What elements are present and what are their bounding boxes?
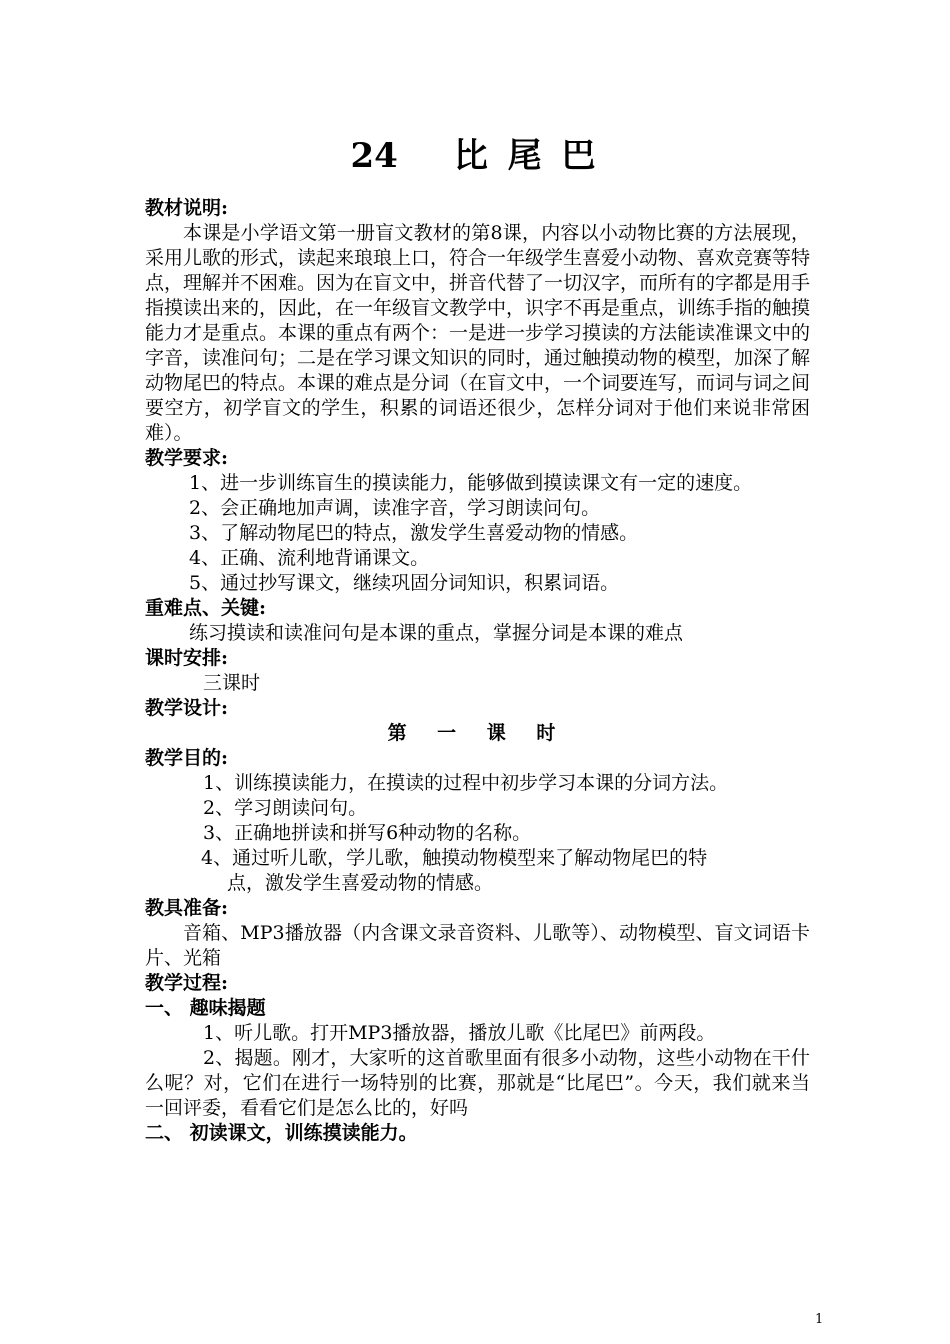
goal-item-continued: 点，激发学生喜爱动物的情感。 — [227, 872, 494, 894]
page-number: 1 — [815, 1312, 824, 1327]
step-one-item: 2、揭题。刚才，大家听的这首歌里面有很多小动物，这些小动物在干什么呢？对，它们在进行一场特别的比赛，那就是“比尾巴”。今天，我们就来当一回评委，看看它们是怎么比的，好吗 — [145, 1047, 810, 1119]
step-one-item: 1、听儿歌。打开MP3播放器，播放儿歌《比尾巴》前两段。 — [203, 1022, 716, 1044]
requirement-item: 2、会正确地加声调，读准字音，学习朗读问句。 — [189, 497, 601, 519]
goals-heading: 教学目的: — [145, 747, 229, 769]
tools-heading: 教具准备: — [145, 897, 229, 919]
schedule-text: 三课时 — [203, 672, 261, 694]
material-paragraph: 本课是小学语文第一册盲文教材的第8课，内容以小动物比赛的方法展现，采用儿歌的形式，读起来琅琅上口，符合一年级学生喜爱小动物、喜欢竞赛等特点，理解并不困难。因为在盲文中，拼音代替了一切汉字，而所有的字都是用手指摸读出来的，因此，在一年级盲文教学中，识字不再是重点，训练手指的触摸能力才是重点。本课的重点有两个：一是进一步学习摸读的方法能读准课文中的字音，读准问句；二是在学习课文知识的同时，通过触摸动物的模型，加深了解动物尾巴的特点。本课的难点是分词（在盲文中，一个词要连写，而词与词之间要空方，初学盲文的学生，积累的词语还很少，怎样分词对于他们来说非常困难）。 — [145, 222, 811, 444]
schedule-heading: 课时安排: — [145, 647, 229, 669]
goal-item: 3、正确地拼读和拼写6种动物的名称。 — [203, 822, 532, 844]
tools-text: 音箱、MP3播放器（内含课文录音资料、儿歌等）、动物模型、盲文词语卡片、光箱 — [145, 922, 810, 969]
goal-item: 4、通过听儿歌，学儿歌，触摸动物模型来了解动物尾巴的特 — [201, 847, 708, 869]
lesson-title-text: 比 尾 巴 — [453, 136, 600, 176]
material-heading: 教材说明: — [145, 197, 229, 219]
requirement-item: 4、正确、流利地背诵课文。 — [189, 547, 430, 569]
page-title — [0, 128, 950, 177]
design-heading: 教学设计: — [145, 697, 229, 719]
requirement-item: 5、通过抄写课文，继续巩固分词知识，积累词语。 — [189, 572, 620, 594]
key-points-heading: 重难点、关键: — [145, 597, 267, 619]
requirement-item: 1、进一步训练盲生的摸读能力，能够做到摸读课文有一定的速度。 — [189, 472, 753, 494]
step-two-heading: 二、 初读课文，训练摸读能力。 — [145, 1122, 418, 1144]
goal-item: 2、学习朗读问句。 — [203, 797, 368, 819]
requirement-item: 3、了解动物尾巴的特点，激发学生喜爱动物的情感。 — [189, 522, 639, 544]
lesson-number: 24 — [350, 136, 398, 176]
step-one-heading: 一、 趣味揭题 — [145, 997, 266, 1019]
process-heading: 教学过程: — [145, 972, 229, 994]
key-points-text: 练习摸读和读准问句是本课的重点，掌握分词是本课的难点 — [189, 622, 684, 644]
goal-item: 1、训练摸读能力，在摸读的过程中初步学习本课的分词方法。 — [203, 772, 729, 794]
lesson-period-title: 第 一 课 时 — [387, 722, 568, 744]
requirements-heading: 教学要求: — [145, 447, 229, 469]
document-body — [145, 196, 810, 1146]
